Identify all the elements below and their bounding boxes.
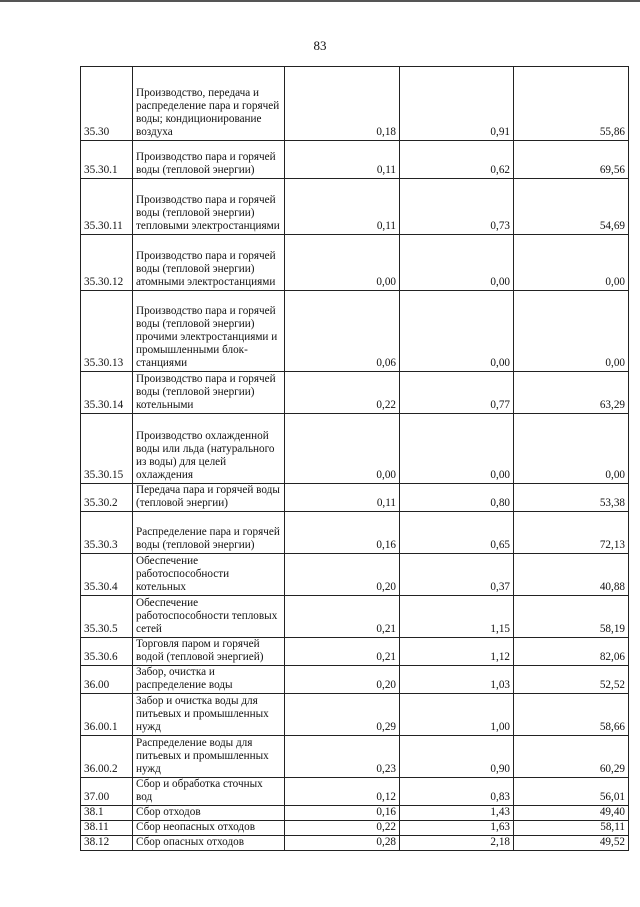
row-name: Передача пара и горячей воды (тепловой энергии): [133, 484, 285, 512]
row-value-3: 60,29: [514, 736, 629, 778]
row-code: 38.11: [81, 821, 133, 836]
row-name: Производство пара и горячей воды (тепловой энергии) котельными: [133, 372, 285, 414]
row-code: 38.12: [81, 836, 133, 851]
row-name: Забор и очистка воды для питьевых и промышленных нужд: [133, 694, 285, 736]
row-value-1: 0,00: [285, 235, 400, 291]
row-code: 35.30.3: [81, 512, 133, 554]
row-name: Сбор отходов: [133, 806, 285, 821]
row-value-1: 0,16: [285, 806, 400, 821]
row-value-3: 58,66: [514, 694, 629, 736]
row-name: Обеспечение работоспособности котельных: [133, 554, 285, 596]
row-value-3: 0,00: [514, 291, 629, 372]
row-code: 36.00: [81, 666, 133, 694]
row-value-3: 49,40: [514, 806, 629, 821]
row-code: 35.30.12: [81, 235, 133, 291]
row-name: Производство, передача и распределение пара и горячей воды; кондиционирование воздуха: [133, 67, 285, 141]
row-name: Распределение пара и горячей воды (тепловой энергии): [133, 512, 285, 554]
row-value-2: 0,65: [400, 512, 514, 554]
row-value-2: 0,37: [400, 554, 514, 596]
table-row: [81, 736, 629, 778]
row-value-2: 1,63: [400, 821, 514, 836]
row-value-1: 0,12: [285, 778, 400, 806]
row-value-2: 0,91: [400, 67, 514, 141]
row-value-2: 0,77: [400, 372, 514, 414]
table-row: [81, 372, 629, 414]
row-value-1: 0,21: [285, 638, 400, 666]
row-code: 37.00: [81, 778, 133, 806]
row-name: Распределение воды для питьевых и промышленных нужд: [133, 736, 285, 778]
row-code: 35.30.13: [81, 291, 133, 372]
row-value-3: 40,88: [514, 554, 629, 596]
row-value-2: 0,90: [400, 736, 514, 778]
table-row: [81, 694, 629, 736]
row-code: 35.30.2: [81, 484, 133, 512]
row-value-2: 0,73: [400, 179, 514, 235]
row-value-1: 0,22: [285, 821, 400, 836]
table-row: [81, 414, 629, 484]
row-value-3: 72,13: [514, 512, 629, 554]
row-name: Обеспечение работоспособности тепловых сетей: [133, 596, 285, 638]
row-value-2: 1,03: [400, 666, 514, 694]
row-value-1: 0,06: [285, 291, 400, 372]
row-value-2: 1,43: [400, 806, 514, 821]
row-code: 35.30.4: [81, 554, 133, 596]
table-row: [81, 806, 629, 821]
row-value-2: 0,83: [400, 778, 514, 806]
row-code: 35.30.6: [81, 638, 133, 666]
table-row: [81, 179, 629, 235]
row-value-1: 0,18: [285, 67, 400, 141]
row-name: Сбор неопасных отходов: [133, 821, 285, 836]
row-value-1: 0,21: [285, 596, 400, 638]
table-row: [81, 67, 629, 141]
row-name: Сбор опасных отходов: [133, 836, 285, 851]
row-code: 36.00.1: [81, 694, 133, 736]
table-row: [81, 512, 629, 554]
row-value-2: 0,80: [400, 484, 514, 512]
row-value-2: 1,00: [400, 694, 514, 736]
table-row: [81, 821, 629, 836]
scan-top-edge: [0, 0, 640, 2]
row-code: 36.00.2: [81, 736, 133, 778]
row-value-1: 0,20: [285, 666, 400, 694]
row-value-1: 0,22: [285, 372, 400, 414]
page-number: 83: [313, 38, 327, 53]
row-code: 35.30.15: [81, 414, 133, 484]
row-value-3: 56,01: [514, 778, 629, 806]
table-row: [81, 638, 629, 666]
row-value-1: 0,29: [285, 694, 400, 736]
row-value-1: 0,00: [285, 414, 400, 484]
row-value-3: 63,29: [514, 372, 629, 414]
row-value-3: 58,11: [514, 821, 629, 836]
row-value-3: 0,00: [514, 414, 629, 484]
table-row: [81, 596, 629, 638]
row-value-3: 82,06: [514, 638, 629, 666]
row-value-1: 0,23: [285, 736, 400, 778]
row-value-2: 0,62: [400, 141, 514, 179]
row-value-1: 0,11: [285, 141, 400, 179]
row-value-3: 49,52: [514, 836, 629, 851]
table-row: [81, 554, 629, 596]
row-value-3: 53,38: [514, 484, 629, 512]
row-value-3: 52,52: [514, 666, 629, 694]
data-table: [80, 66, 629, 851]
row-value-3: 0,00: [514, 235, 629, 291]
row-value-3: 69,56: [514, 141, 629, 179]
row-name: Производство пара и горячей воды (тепловой энергии) прочими электростанциями и промышленными блок-станциями: [133, 291, 285, 372]
table-row: [81, 836, 629, 851]
row-value-3: 54,69: [514, 179, 629, 235]
row-code: 35.30.14: [81, 372, 133, 414]
row-value-3: 58,19: [514, 596, 629, 638]
row-value-2: 0,00: [400, 235, 514, 291]
row-value-1: 0,11: [285, 179, 400, 235]
row-value-1: 0,20: [285, 554, 400, 596]
row-name: Производство пара и горячей воды (тепловой энергии) тепловыми электростанциями: [133, 179, 285, 235]
row-value-2: 1,15: [400, 596, 514, 638]
row-value-2: 2,18: [400, 836, 514, 851]
table-row: [81, 141, 629, 179]
row-code: 35.30.1: [81, 141, 133, 179]
table-row: [81, 291, 629, 372]
row-value-2: 0,00: [400, 414, 514, 484]
table-row: [81, 778, 629, 806]
row-value-3: 55,86: [514, 67, 629, 141]
row-name: Производство пара и горячей воды (тепловой энергии): [133, 141, 285, 179]
row-name: Производство пара и горячей воды (тепловой энергии) атомными электростанциями: [133, 235, 285, 291]
row-name: Сбор и обработка сточных вод: [133, 778, 285, 806]
row-name: Забор, очистка и распределение воды: [133, 666, 285, 694]
row-code: 38.1: [81, 806, 133, 821]
row-value-1: 0,28: [285, 836, 400, 851]
table-row: [81, 235, 629, 291]
row-value-1: 0,16: [285, 512, 400, 554]
row-value-2: 1,12: [400, 638, 514, 666]
row-value-2: 0,00: [400, 291, 514, 372]
table-row: [81, 484, 629, 512]
table-row: [81, 666, 629, 694]
row-name: Производство охлажденной воды или льда (натурального из воды) для целей охлаждения: [133, 414, 285, 484]
row-code: 35.30: [81, 67, 133, 141]
row-value-1: 0,11: [285, 484, 400, 512]
row-code: 35.30.11: [81, 179, 133, 235]
row-code: 35.30.5: [81, 596, 133, 638]
row-name: Торговля паром и горячей водой (тепловой энергией): [133, 638, 285, 666]
